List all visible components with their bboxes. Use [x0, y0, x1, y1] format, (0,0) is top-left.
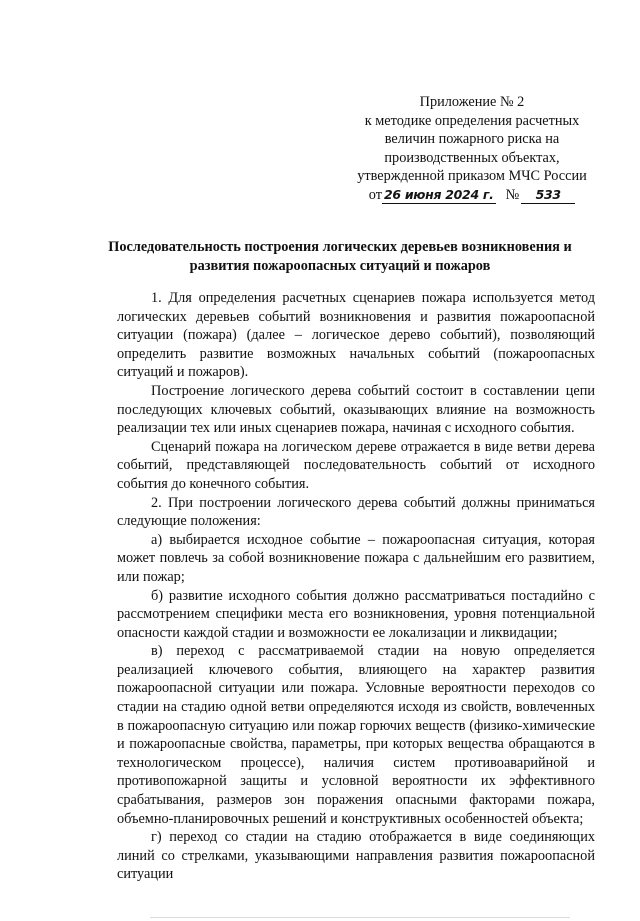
- appendix-header: [352, 93, 592, 205]
- title-line: развития пожароопасных ситуаций и пожаров: [189, 257, 491, 274]
- paragraph: 1. Для определения расчетных сценариев пожара используется метод логических деревьев событий возникновения и развития пожароопасной ситуации (пожара) (далее – логическое дерево событий), позволяющий определить развитие возможных начальных событий (пожароопасных ситуаций и пожаров).: [117, 290, 595, 381]
- paragraph: в) переход с рассматриваемой стадии на новую определяется реализацией ключевого события, влияющего на характер развития пожароопасной ситуации или пожара. Условные вероятности переходов со стадии на стадию одной ветви определяются исходя из свойств, вовлеченных в пожароопасную ситуацию или пожар горючих веществ (физико-химические и пожароопасные свойства, параметры, при которых вещества обращаются в технологическом процессе), наличия систем противоаварийной и противопожарной защиты и условной вероятности их эффективного срабатывания, размеров зон поражения опасными факторами пожара, объемно-планировочных решений и конструктивных особенностей объекта;: [117, 643, 595, 827]
- appendix-line: производственных объектах,: [384, 149, 560, 166]
- appendix-line: величин пожарного риска на: [384, 131, 560, 148]
- handwritten-date: 26 июня 2024 г.: [383, 186, 494, 202]
- document-body: [117, 289, 595, 884]
- paragraph: Построение логического дерева событий состоит в составлении цепи последующих ключевых событий, оказывающих влияние на возможность реализации тех или иных сценариев пожара, начиная с исходного события.: [117, 382, 595, 437]
- title-line: Последовательность построения логических деревьев возникновения и: [108, 239, 572, 255]
- appendix-line: утвержденной приказом МЧС России: [357, 168, 587, 185]
- from-prefix: от: [368, 186, 382, 203]
- handwritten-number: 533: [521, 187, 575, 204]
- appendix-title: Приложение № 2: [419, 94, 525, 110]
- order-date-number-line: [352, 186, 592, 205]
- paragraph: г) переход со стадии на стадию отображается в виде соединяющих линий со стрелками, указывающими направления развития пожароопасной ситуации: [117, 829, 595, 883]
- paragraph: б) развитие исходного события должно рассматриваться постадийно с рассмотрением специфики места его возникновения, уровня потенциальной опасности каждой стадии и возможности ее локализации и ликвидации;: [117, 587, 595, 641]
- document-title: [70, 238, 610, 275]
- appendix-line: к методике определения расчетных: [364, 112, 580, 129]
- paragraph: Сценарий пожара на логическом дереве отражается в виде ветви дерева событий, представляющей последовательность событий от исходного события до конечного события.: [117, 438, 595, 492]
- paragraph: а) выбирается исходное событие – пожароопасная ситуация, которая может повлечь за собой возникновение пожара с дальнейшим его развитием, или пожар;: [117, 531, 595, 585]
- scan-edge-line: [150, 917, 570, 918]
- number-sign: №: [505, 186, 520, 203]
- paragraph: 2. При построении логического дерева событий должны приниматься следующие положения:: [117, 494, 595, 530]
